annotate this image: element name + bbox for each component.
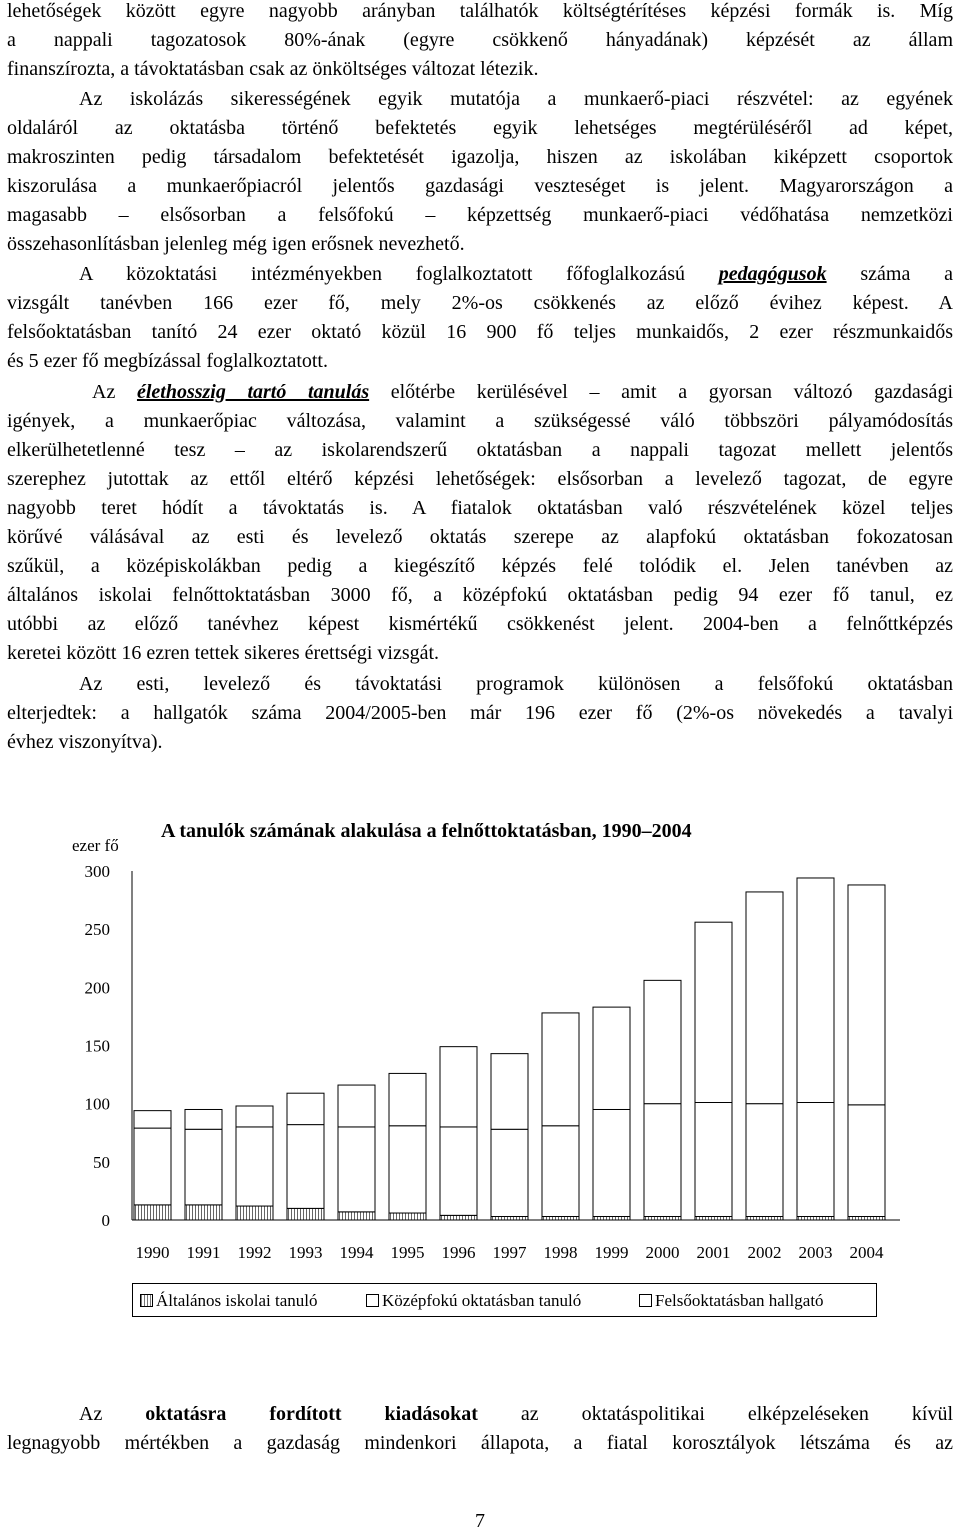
x-tick-label: 1998 — [543, 1243, 578, 1262]
x-tick-label: 2001 — [696, 1243, 731, 1262]
text-line: utóbbi az előző tanévhez képest kismértékű csökkenést jelent. 2004-ben a felnőttképzés — [7, 613, 953, 635]
bar-segment-elementary — [695, 1217, 732, 1220]
text-line: körűvé válásával az esti és levelező oktatás szerepe az alapfokú oktatásban fokozatosan — [7, 526, 953, 548]
text-line: általános iskolai felnőttoktatásban 3000 fő, a középfokú oktatásban pedig 94 ezer fő tanul, ez — [7, 584, 953, 606]
legend-swatch-hatched — [140, 1294, 153, 1307]
bar-segment-higher — [797, 878, 834, 1103]
bar-segment-elementary — [185, 1205, 222, 1220]
bar-segment-secondary — [593, 1109, 630, 1216]
bar-segment-elementary — [491, 1217, 528, 1220]
bar-segment-higher — [440, 1047, 477, 1127]
legend-item: Középfokú oktatásban tanuló — [366, 1291, 581, 1311]
bar-segment-elementary — [236, 1206, 273, 1220]
text-line: a nappali tagozatosok 80%-ának (egyre csökkenő hányadának) képzését az állam — [7, 29, 953, 51]
x-tick-label: 2003 — [798, 1243, 833, 1262]
text-line: legnagyobb mértékben a gazdaság mindenkori állapota, a fiatal korosztályok létszáma és az — [7, 1432, 953, 1454]
bar-segment-elementary — [542, 1217, 579, 1220]
text-line: lehetőségek között egyre nagyobb arányban találhatók költségtérítéses képzési formák is. Míg — [7, 0, 953, 22]
bar-segment-secondary — [389, 1126, 426, 1213]
emphasis: élethosszig tartó tanulás — [136, 381, 370, 403]
bar-segment-higher — [236, 1106, 273, 1127]
text-line: keretei között 16 ezren tettek sikeres érettségi vizsgát. — [7, 642, 440, 664]
legend-item: Felsőoktatásban hallgató — [639, 1291, 824, 1311]
legend-swatch-white — [639, 1294, 652, 1307]
x-tick-label: 1990 — [135, 1243, 170, 1262]
emphasis: pedagógusok — [718, 263, 827, 285]
text-line: kiszorulása a munkaerőpiacról jelentős gazdasági veszteséget is jelent. Magyarországon a — [7, 175, 953, 197]
x-tick-label: 1992 — [237, 1243, 272, 1262]
x-tick-label: 2002 — [747, 1243, 782, 1262]
text-line: és 5 ezer fő megbízással foglalkoztatott. — [7, 350, 328, 372]
text-line: elterjedtek: a hallgatók száma 2004/2005-ben már 196 ezer fő (2%-os növekedés a tavalyi — [7, 702, 953, 724]
text-line: elkerülhetetlenné tesz – az iskolarendszerű oktatásban a nappali tagozat mellett jelentős — [7, 439, 953, 461]
y-tick-label: 100 — [84, 1094, 110, 1114]
x-tick-label: 1991 — [186, 1243, 221, 1262]
text-line: magasabb – elsősorban a felsőfokú – képzettség munkaerő-piaci védőhatása nemzetközi — [7, 204, 953, 226]
x-tick-label: 1999 — [594, 1243, 629, 1262]
bar-segment-secondary — [644, 1104, 681, 1217]
text-line: Az iskolázás sikerességének egyik mutatója a munkaerő-piaci részvétel: az egyének — [79, 88, 953, 110]
bar-segment-elementary — [797, 1217, 834, 1220]
text-line: Az élethosszig tartó tanulás előtérbe kerülésével – amit a gyorsan változó gazdasági — [92, 381, 953, 403]
x-tick-label: 1995 — [390, 1243, 425, 1262]
text-line: finanszírozta, a távoktatásban csak az önköltséges változat létezik. — [7, 58, 539, 80]
bar-segment-elementary — [848, 1217, 885, 1220]
bar-segment-secondary — [542, 1126, 579, 1217]
bar-segment-higher — [542, 1013, 579, 1126]
text-line: Az esti, levelező és távoktatási programok különösen a felsőfokú oktatásban — [79, 673, 953, 695]
x-tick-label: 2000 — [645, 1243, 680, 1262]
text-line: összehasonlításban jelenleg még igen erősnek nevezhető. — [7, 233, 465, 255]
bar-segment-higher — [185, 1109, 222, 1129]
bar-segment-higher — [848, 885, 885, 1105]
chart-y-unit: ezer fő — [72, 836, 119, 855]
bar-segment-elementary — [134, 1205, 171, 1220]
bar-segment-secondary — [440, 1127, 477, 1215]
text-line: oldaláról az oktatásba történő befektetés egyik lehetséges megtérüléséről ad képet, — [7, 117, 953, 139]
x-tick-label: 1996 — [441, 1243, 476, 1262]
x-tick-label: 1994 — [339, 1243, 374, 1262]
bar-segment-secondary — [695, 1103, 732, 1217]
bar-segment-higher — [338, 1085, 375, 1127]
bar-segment-higher — [695, 922, 732, 1102]
bar-segment-elementary — [287, 1208, 324, 1220]
bar-segment-higher — [287, 1093, 324, 1124]
legend-swatch-white — [366, 1294, 379, 1307]
bar-segment-secondary — [338, 1127, 375, 1212]
text-line: szűkül, a középiskolákban pedig a kiegészítő képzés felé tolódik el. Jelen tanévben az — [7, 555, 953, 577]
y-tick-label: 150 — [84, 1036, 110, 1056]
text-line: szerephez jutottak az ettől eltérő képzési lehetőségek: elsősorban a levelező tagozat, de egyre — [7, 468, 953, 490]
bar-segment-higher — [593, 1007, 630, 1109]
text-line: igények, a munkaerőpiac változása, valamint a szükségessé váló többszöri pályamódosítás — [7, 410, 953, 432]
chart-title: A tanulók számának alakulása a felnőttoktatásban, 1990–2004 — [161, 820, 692, 842]
bar-segment-higher — [134, 1111, 171, 1128]
bar-segment-higher — [389, 1073, 426, 1125]
bar-segment-secondary — [746, 1104, 783, 1217]
bar-segment-elementary — [746, 1217, 783, 1220]
bar-segment-higher — [644, 980, 681, 1103]
bar-segment-elementary — [389, 1213, 426, 1220]
text-line: nagyobb teret hódít a távoktatás is. A fiatalok oktatásban való részvételének közel teljes — [7, 497, 953, 519]
bold-phrase: oktatásra fordított kiadásokat — [145, 1403, 478, 1425]
text-line: Az oktatásra fordított kiadásokat az oktatáspolitikai elképzeléseken kívül — [79, 1403, 953, 1425]
chart-legend — [132, 1283, 877, 1317]
x-tick-label: 1993 — [288, 1243, 323, 1262]
bar-segment-secondary — [236, 1127, 273, 1206]
bar-segment-elementary — [644, 1217, 681, 1220]
text-line: évhez viszonyítva). — [7, 731, 163, 753]
legend-item: Általános iskolai tanuló — [140, 1291, 317, 1311]
y-tick-label: 200 — [84, 978, 110, 998]
text-line: makroszinten pedig társadalom befektetését igazolja, hiszen az iskolában kiképzett csoportok — [7, 146, 953, 168]
bar-segment-elementary — [593, 1217, 630, 1220]
text-line: A közoktatási intézményekben foglalkoztatott főfoglalkozású pedagógusok száma a — [79, 263, 953, 285]
bar-segment-elementary — [338, 1212, 375, 1220]
y-tick-label: 250 — [84, 920, 110, 940]
bar-segment-secondary — [848, 1105, 885, 1217]
text-line: felsőoktatásban tanító 24 ezer oktató közül 16 900 fő teljes munkaidős, 2 ezer részmunkaidős — [7, 321, 953, 343]
y-tick-label: 0 — [101, 1211, 110, 1230]
bar-segment-secondary — [185, 1129, 222, 1205]
x-tick-label: 1997 — [492, 1243, 527, 1262]
text-line: vizsgált tanévben 166 ezer fő, mely 2%-os csökkenés az előző évihez képest. A — [7, 292, 953, 314]
y-tick-label: 50 — [93, 1152, 110, 1172]
bar-segment-secondary — [287, 1125, 324, 1209]
bar-segment-secondary — [797, 1103, 834, 1217]
bar-segment-higher — [746, 892, 783, 1104]
y-tick-label: 300 — [84, 862, 110, 881]
bar-segment-secondary — [134, 1128, 171, 1205]
x-tick-label: 2004 — [849, 1243, 884, 1262]
bar-segment-higher — [491, 1054, 528, 1130]
bar-segment-secondary — [491, 1129, 528, 1216]
page-number: 7 — [475, 1510, 485, 1532]
bar-segment-elementary — [440, 1215, 477, 1220]
